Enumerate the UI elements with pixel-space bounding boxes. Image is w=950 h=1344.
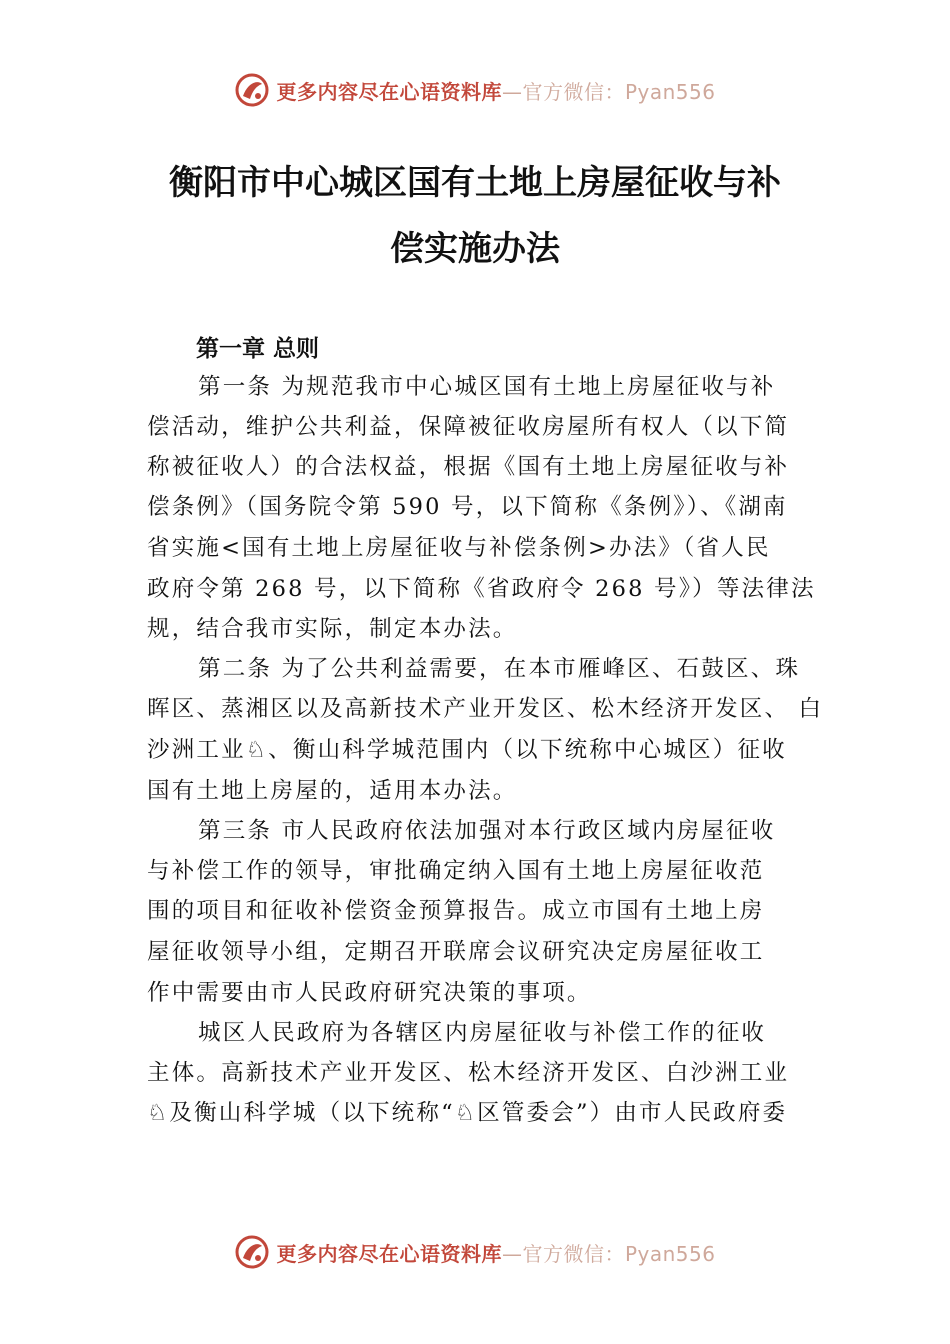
body-line: 晖区、蒸湘区以及高新技术产业开发区、松木经济开发区、 白: [147, 696, 824, 722]
circle-logo-icon: [234, 72, 270, 108]
body-line: 沙洲工业♘、衡山科学城范围内（以下统称中心城区）征收: [147, 737, 787, 763]
title-line-2: 偿实施办法: [390, 229, 560, 269]
body-line: 作中需要由市人民政府研究决策的事项。: [147, 980, 592, 1006]
body-line: 偿条例》（国务院令第 590 号，以下简称《条例》）、《湖南: [147, 494, 788, 520]
body-line: 屋征收领导小组，定期召开联席会议研究决定房屋征收工: [147, 939, 765, 965]
document-title: [140, 150, 810, 282]
body-line: 城区人民政府为各辖区内房屋征收与补偿工作的征收: [198, 1020, 767, 1046]
watermark-text: 更多内容尽在心语资料库—官方微信：Pyan556: [276, 1241, 716, 1266]
body-line: 政府令第 268 号，以下简称《省政府令 268 号》）等法律法: [147, 576, 816, 602]
body-line: 规，结合我市实际，制定本办法。: [147, 616, 518, 642]
body-line: 第二条 为了公共利益需要，在本市雁峰区、石鼓区、珠: [198, 656, 801, 682]
body-line: 第一条 为规范我市中心城区国有土地上房屋征收与补: [198, 374, 776, 400]
chapter-heading: 第一章 总则: [196, 336, 320, 362]
circle-logo-icon: [234, 1234, 270, 1270]
watermark-banner-top: [0, 70, 950, 110]
body-line: 国有土地上房屋的，适用本办法。: [147, 778, 518, 804]
watermark-banner-bottom: [0, 1232, 950, 1272]
body-line: 省实施<国有土地上房屋征收与补偿条例>办法》（省人民: [147, 535, 771, 561]
title-line-1: 衡阳市中心城区国有土地上房屋征收与补: [169, 163, 781, 203]
body-line: 主体。高新技术产业开发区、松木经济开发区、白沙洲工业: [147, 1060, 790, 1086]
body-line: 称被征收人）的合法权益，根据《国有土地上房屋征收与补: [147, 454, 790, 480]
body-line: 偿活动，维护公共利益，保障被征收房屋所有权人（以下简: [147, 414, 790, 440]
watermark-text: 更多内容尽在心语资料库—官方微信：Pyan556: [276, 79, 716, 104]
body-line: 围的项目和征收补偿资金预算报告。成立市国有土地上房: [147, 898, 765, 924]
body-line: 与补偿工作的领导，审批确定纳入国有土地上房屋征收范: [147, 858, 765, 884]
body-line: ♘及衡山科学城（以下统称“♘区管委会”）由市人民政府委: [147, 1100, 788, 1126]
body-line: 第三条 市人民政府依法加强对本行政区域内房屋征收: [198, 818, 776, 844]
